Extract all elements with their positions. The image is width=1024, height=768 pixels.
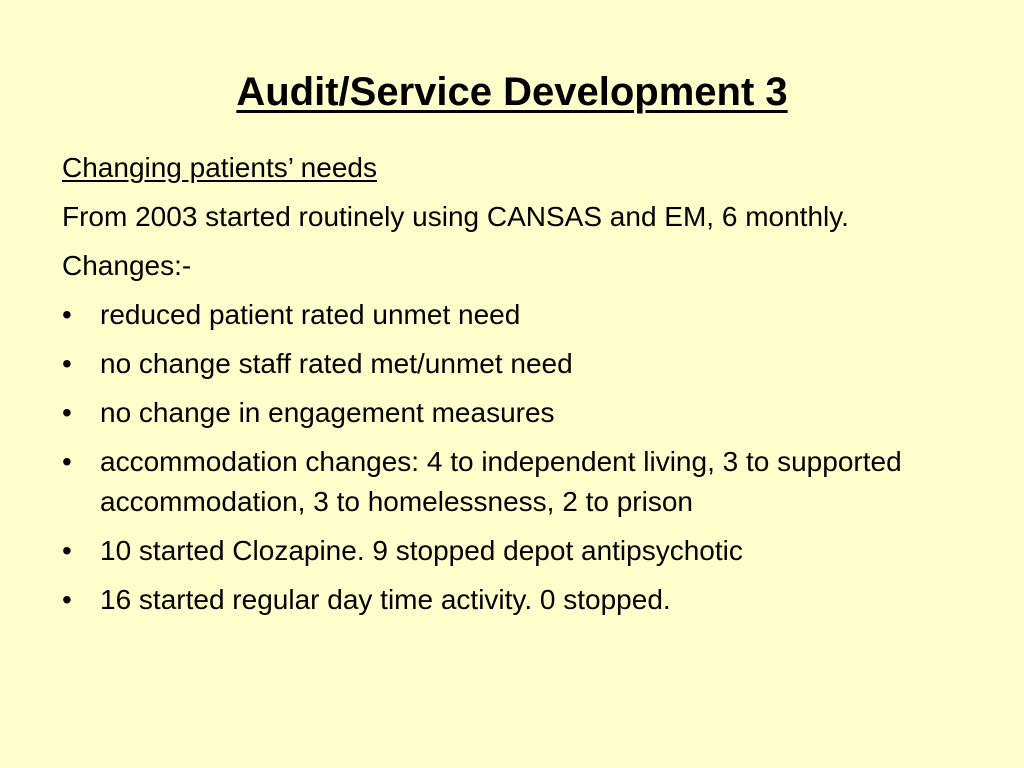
bullet-icon: • — [62, 299, 72, 330]
list-item — [62, 531, 942, 571]
list-item — [62, 295, 942, 335]
changes-label: Changes:- — [62, 250, 192, 281]
intro-text: From 2003 started routinely using CANSAS and EM, 6 monthly. — [62, 201, 849, 232]
list-item — [62, 442, 942, 522]
list-item-text: accommodation changes: 4 to independent living, 3 to supported accommodation, 3 to homelessness, 2 to prison — [100, 446, 902, 517]
list-item-text: 16 started regular day time activity. 0 stopped. — [100, 584, 671, 615]
list-item-text: no change staff rated met/unmet need — [100, 348, 573, 379]
list-item-text: 10 started Clozapine. 9 stopped depot antipsychotic — [100, 535, 743, 566]
list-item — [62, 344, 942, 384]
list-item-text: no change in engagement measures — [100, 397, 555, 428]
bullet-list — [62, 295, 942, 620]
bullet-icon: • — [62, 535, 72, 566]
list-item-text: reduced patient rated unmet need — [100, 299, 521, 330]
bullet-icon: • — [62, 348, 72, 379]
list-item — [62, 580, 942, 620]
bullet-icon: • — [62, 446, 72, 477]
bullet-icon: • — [62, 397, 72, 428]
subheading — [62, 148, 942, 188]
slide-body — [62, 148, 942, 629]
subheading-text: Changing patients’ needs — [62, 152, 377, 183]
slide-title: Audit/Service Development 3 — [236, 70, 788, 114]
bullet-icon: • — [62, 584, 72, 615]
list-item — [62, 393, 942, 433]
